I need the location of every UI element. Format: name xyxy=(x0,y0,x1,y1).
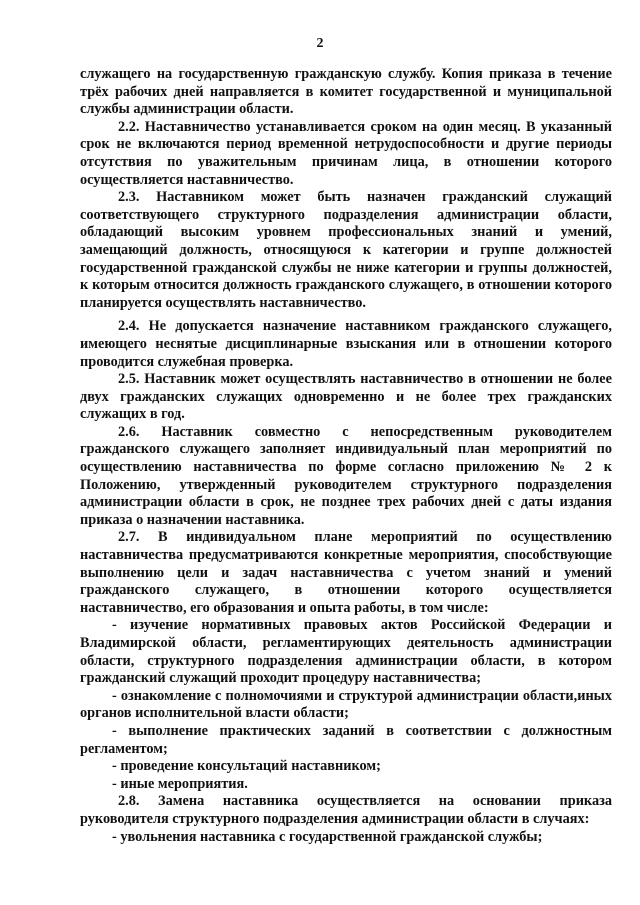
paragraph-2-5: 2.5. Наставник может осуществлять наставничество в отношении не более двух гражданских служащих одновременно и не более трех гражданских служащих в год. xyxy=(80,371,612,423)
paragraph-2-3: 2.3. Наставником может быть назначен гражданский служащий соответствующего структурного подразделения администрации области, обладающий высоким уровнем профессиональных знаний и умений, замещающий должность, относящуюся к категории и группе должностей государственной гражданской службы не ниже категории и группы должностей, к которым относится должность гражданского служащего, в отношении которого планируется осуществлять наставничество. xyxy=(80,189,612,311)
paragraph-2-7: 2.7. В индивидуальном плане мероприятий по осуществлению наставничества предусматриваются конкретные мероприятия, способствующие выполнению цели и задач наставничества с учетом знаний и умений гражданского служащего, в отношении которого осуществляется наставничество, его образования и опыта работы, в том числе: xyxy=(80,529,612,616)
list-item-other-activities: - иные мероприятия. xyxy=(112,775,248,792)
paragraph-2-4: 2.4. Не допускается назначение наставником гражданского служащего, имеющего неснятые дисциплинарные взыскания или в отношении которого проводится служебная проверка. xyxy=(80,318,612,370)
list-item-consultations: - проведение консультаций наставником; xyxy=(112,758,381,775)
paragraph-2-2: 2.2. Наставничество устанавливается сроком на один месяц. В указанный срок не включаются период временной нетрудоспособности и другие периоды отсутствия по уважительным причинам лица, в отношении которого осуществляется наставничество. xyxy=(80,118,612,188)
list-item-practical-tasks: - выполнение практических заданий в соответствии с должностным регламентом; xyxy=(80,722,612,757)
paragraph-2-6: 2.6. Наставник совместно с непосредственным руководителем гражданского служащего заполняет индивидуальный план мероприятий по осуществлению наставничества по форме согласно приложению № 2 к Положению, утвержденный руководителем структурного подразделения администрации области в срок, не позднее трех рабочих дней с даты издания приказа о назначении наставника. xyxy=(80,423,612,528)
document-body xyxy=(80,66,612,846)
page-number: 2 xyxy=(316,36,324,51)
list-item-familiarization: - ознакомление с полномочиями и структурой администрации области,иных органов исполнительной власти области; xyxy=(80,687,612,722)
list-item-dismissal: - увольнения наставника с государственной гражданской службы; xyxy=(112,828,543,845)
paragraph-2-8: 2.8. Замена наставника осуществляется на основании приказа руководителя структурного подразделения администрации области в случаях: xyxy=(80,793,612,827)
list-item-study-acts: - изучение нормативных правовых актов Российской Федерации и Владимирской области, регламентирующих деятельность администрации области, структурного подразделения администрации области, в котором гражданский служащий проходит процедуру наставничества; xyxy=(80,617,612,687)
paragraph-continuation: служащего на государственную гражданскую службу. Копия приказа в течение трёх рабочих дней направляется в комитет государственной и муниципальной службы администрации области. xyxy=(80,66,612,118)
